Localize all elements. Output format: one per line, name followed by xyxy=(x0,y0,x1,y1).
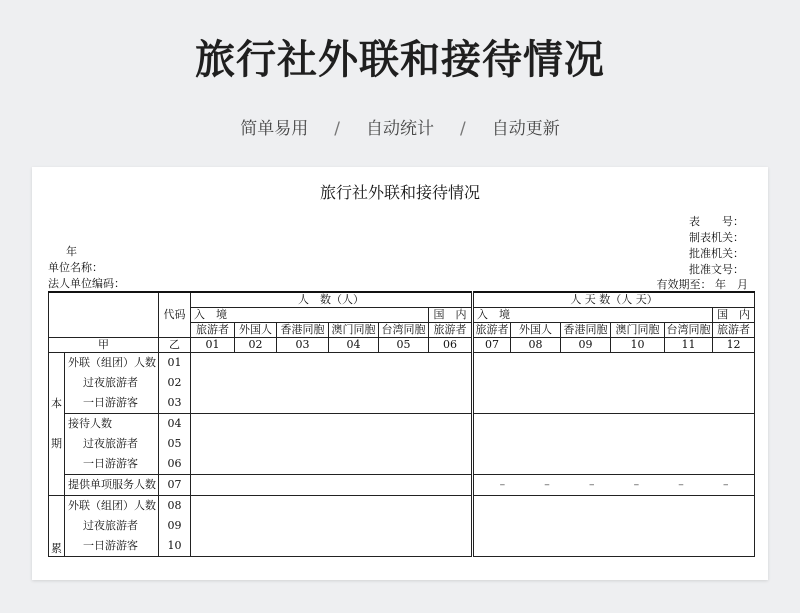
table-row xyxy=(49,353,755,374)
col-code: 03 xyxy=(277,338,329,353)
row-code: 05 xyxy=(159,434,191,454)
document-title: 旅行社外联和接待情况 xyxy=(319,183,480,202)
subcol-tourists: 旅游者 xyxy=(191,323,235,338)
meta-approving-authority: 批准机关： xyxy=(689,247,744,260)
yi-cell: 乙 xyxy=(159,338,191,353)
data-block xyxy=(473,353,755,414)
col-code: 10 xyxy=(611,338,665,353)
subtitle-item: 简单易用 xyxy=(240,119,309,139)
col-code: 11 xyxy=(665,338,713,353)
col-code: 01 xyxy=(191,338,235,353)
subcol-domestic-tourists: 旅游者 xyxy=(429,323,473,338)
subcol-taiwan: 台湾同胞 xyxy=(379,323,429,338)
section-char: 本 xyxy=(51,397,62,410)
col-code: 02 xyxy=(235,338,277,353)
col-code: 08 xyxy=(511,338,561,353)
row-code: 09 xyxy=(159,516,191,536)
header-row-codes xyxy=(49,338,755,353)
page-title: 旅行社外联和接待情况 xyxy=(195,37,605,83)
subcol-hongkong: 香港同胞 xyxy=(561,323,611,338)
meta-issuing-authority: 制表机关： xyxy=(689,231,744,244)
row-code: 08 xyxy=(159,496,191,517)
header-corner xyxy=(49,292,159,338)
subcol-macao: 澳门同胞 xyxy=(329,323,379,338)
col-code: 12 xyxy=(713,338,755,353)
table-row xyxy=(49,496,755,517)
dash-mark: – xyxy=(588,478,595,491)
dash-mark: – xyxy=(722,478,729,491)
row-code: 03 xyxy=(159,393,191,414)
row-code: 01 xyxy=(159,353,191,374)
section-char: 期 xyxy=(51,437,62,450)
meta-year: 年 xyxy=(66,245,77,258)
row-code: 10 xyxy=(159,536,191,557)
header-row-group xyxy=(49,292,755,308)
meta-unit-name: 单位名称： xyxy=(48,261,103,274)
subcol-foreigners: 外国人 xyxy=(235,323,277,338)
row-code: 06 xyxy=(159,454,191,475)
row-label: 提供单项服务人数 xyxy=(65,475,159,496)
data-block xyxy=(473,414,755,475)
row-label: 过夜旅游者 xyxy=(65,516,159,536)
inbound-header: 入 境 xyxy=(191,308,429,323)
code-header: 代码 xyxy=(159,292,191,338)
col-code: 09 xyxy=(561,338,611,353)
row-label: 一日游游客 xyxy=(65,536,159,557)
jia-cell: 甲 xyxy=(49,338,159,353)
data-block xyxy=(473,496,755,557)
subcol-macao: 澳门同胞 xyxy=(611,323,665,338)
row-label: 外联（组团）人数 xyxy=(65,353,159,374)
domestic-header: 国 内 xyxy=(429,308,473,323)
row-code: 02 xyxy=(159,373,191,393)
meta-form-number: 表 号： xyxy=(689,215,744,228)
dash-mark: – xyxy=(678,478,684,491)
inbound-header: 入 境 xyxy=(473,308,713,323)
meta-valid-until: 有效期至： 年 月 xyxy=(656,278,748,291)
group-header-people: 人 数（人） xyxy=(191,292,473,308)
dash-mark: – xyxy=(633,478,640,491)
subtitle-separator: / xyxy=(460,119,466,139)
data-block-dashes xyxy=(473,475,755,496)
meta-approval-number: 批准文号： xyxy=(689,263,744,276)
subcol-taiwan: 台湾同胞 xyxy=(666,323,711,336)
col-code: 04 xyxy=(329,338,379,353)
row-label: 一日游游客 xyxy=(65,454,159,475)
row-code: 04 xyxy=(159,414,191,435)
col-code: 06 xyxy=(429,338,473,353)
row-label: 过夜旅游者 xyxy=(65,373,159,393)
meta-legal-code: 法人单位编码： xyxy=(48,277,125,290)
table-row xyxy=(49,414,755,435)
data-block xyxy=(191,475,473,496)
row-label: 接待人数 xyxy=(65,414,159,435)
row-label: 外联（组团）人数 xyxy=(65,496,159,517)
subcol-hongkong: 香港同胞 xyxy=(277,323,329,338)
row-label: 过夜旅游者 xyxy=(65,434,159,454)
row-label: 一日游游客 xyxy=(65,393,159,414)
subtitle-item: 自动统计 xyxy=(366,119,434,139)
col-code: 07 xyxy=(473,338,511,353)
subcol-tourists: 旅游者 xyxy=(473,323,511,338)
data-block xyxy=(191,353,473,414)
domestic-header: 国 内 xyxy=(713,308,755,323)
subcol-foreigners: 外国人 xyxy=(511,323,561,338)
col-code: 05 xyxy=(379,338,429,353)
page-subtitle xyxy=(0,114,800,139)
subtitle-item: 自动更新 xyxy=(491,119,560,139)
document-sheet xyxy=(32,167,768,580)
group-header-days: 人 天 数（人 天） xyxy=(473,292,755,308)
section-current-label xyxy=(49,353,65,496)
subcol-domestic-tourists: 旅游者 xyxy=(713,323,755,338)
dash-mark: – xyxy=(499,478,506,491)
data-block xyxy=(191,496,473,557)
table-row xyxy=(49,475,755,496)
section-cumulative-label: 累 xyxy=(49,496,65,557)
data-block xyxy=(191,414,473,475)
statistics-table xyxy=(48,291,755,557)
subtitle-separator: / xyxy=(334,119,340,139)
row-code: 07 xyxy=(159,475,191,496)
dash-mark: – xyxy=(544,478,550,491)
